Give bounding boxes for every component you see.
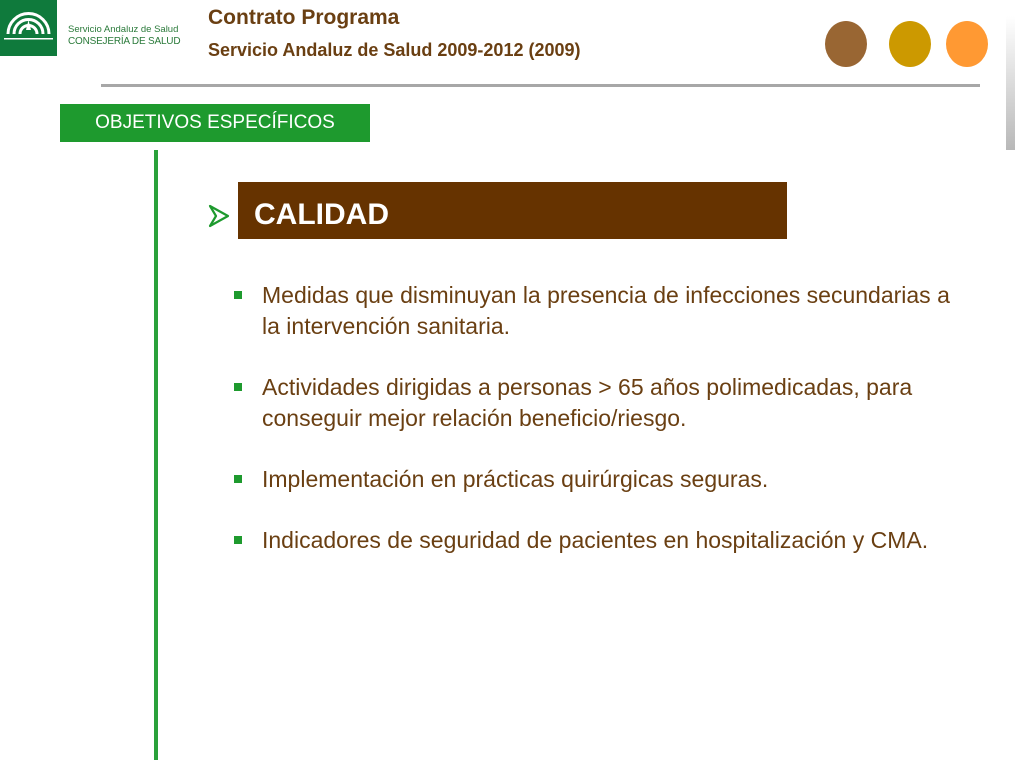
header-divider <box>101 84 980 87</box>
square-bullet-icon <box>234 291 242 299</box>
list-item-text: Indicadores de seguridad de pacientes en hospitalización y CMA. <box>262 527 929 553</box>
logo-line-2: CONSEJERÍA DE SALUD <box>68 36 181 47</box>
square-bullet-icon <box>234 475 242 483</box>
vertical-divider <box>154 150 158 760</box>
section-label-text: OBJETIVOS ESPECÍFICOS <box>95 112 335 133</box>
list-item-text: Implementación en prácticas quirúrgicas seguras. <box>262 466 769 492</box>
junta-andalucia-logo <box>0 0 57 56</box>
calidad-heading-box <box>238 182 787 239</box>
list-item-text: Medidas que disminuyan la presencia de infecciones secundarias a la intervención sanitaria. <box>262 282 950 339</box>
list-item <box>234 372 974 434</box>
list-item <box>234 464 974 495</box>
decor-dot-orange <box>946 21 988 67</box>
decor-right-bar <box>1006 16 1015 150</box>
decor-dot-gold <box>889 21 931 67</box>
page-subtitle: Servicio Andaluz de Salud 2009-2012 (2009) <box>208 40 581 60</box>
logo-text <box>68 24 180 48</box>
calidad-heading: CALIDAD <box>254 198 389 231</box>
list-item-text: Actividades dirigidas a personas > 65 años polimedicadas, para conseguir mejor relación beneficio/riesgo. <box>262 374 913 431</box>
list-item <box>234 525 974 556</box>
section-label <box>60 104 370 142</box>
square-bullet-icon <box>234 383 242 391</box>
emblem-icon <box>0 0 57 56</box>
decor-dot-brown <box>825 21 867 67</box>
arrow-bullet-icon <box>208 203 230 229</box>
logo-line-1: Servicio Andaluz de Salud <box>68 24 179 35</box>
page-title: Contrato Programa <box>208 6 400 29</box>
list-item <box>234 280 974 342</box>
bullet-list <box>234 280 974 586</box>
square-bullet-icon <box>234 536 242 544</box>
